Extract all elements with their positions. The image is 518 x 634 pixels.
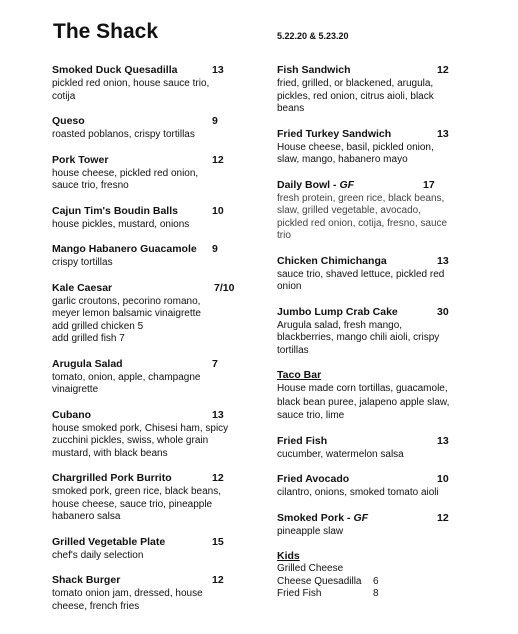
- menu-item-name: [52, 115, 85, 128]
- menu-item-name: [277, 512, 368, 525]
- menu-item-name-text: Queso: [52, 115, 85, 127]
- menu-item-price: 15: [212, 535, 224, 548]
- menu-item-name: [52, 472, 172, 485]
- menu-item: [277, 128, 467, 167]
- menu-item: [277, 255, 467, 294]
- kids-menu-item: [277, 588, 467, 601]
- menu-item-description: vinaigrette: [52, 384, 99, 395]
- menu-item-description: meyer lemon balsamic vinaigrette: [52, 308, 201, 319]
- menu-item-name-text: Pork Tower: [52, 153, 109, 166]
- taco-bar-description: sauce trio, lime: [277, 410, 345, 421]
- menu-item-description: tomato, onion, apple, champagne: [52, 371, 201, 383]
- menu-item-name: [277, 179, 354, 192]
- menu-item-name: [277, 128, 391, 141]
- kids-section: [277, 550, 467, 601]
- menu-item: [52, 243, 242, 270]
- menu-item-description: fresh protein, green rice, black beans,: [277, 192, 445, 204]
- menu-item-name: [52, 409, 91, 422]
- menu-item-name: [52, 243, 197, 256]
- menu-item-name: [277, 306, 398, 319]
- menu-item-price: 13: [437, 127, 449, 140]
- kids-item-name: Fried Fish: [277, 588, 322, 599]
- menu-item-price: 13: [212, 64, 224, 76]
- menu-item-description: cotija: [52, 90, 76, 102]
- menu-item-name-text: Arugula Salad: [52, 357, 123, 370]
- menu-item: [52, 409, 242, 461]
- taco-bar-description: black bean puree, jalapeno apple slaw,: [277, 396, 450, 408]
- menu-item-description: sauce trio, shaved lettuce, pickled red: [277, 268, 445, 280]
- menu-item-description: zucchini pickles, swiss, whole grain: [52, 435, 209, 446]
- menu-item-name-text: Smoked Duck Quesadilla: [52, 64, 178, 76]
- menu-item-description: cucumber, watermelon salsa: [277, 448, 404, 460]
- menu-item-description: onion: [277, 281, 302, 292]
- menu-item-price: 12: [212, 574, 224, 586]
- menu-item: [277, 179, 467, 243]
- menu-item: [52, 472, 242, 524]
- menu-item: [277, 306, 467, 358]
- menu-item-name: [52, 536, 165, 549]
- menu-item-price: 10: [212, 204, 224, 217]
- menu-item-header: [52, 154, 242, 167]
- menu-item-description: house pickles, mustard, onions: [52, 218, 190, 230]
- kids-menu-item: [277, 576, 467, 589]
- menu-item: [277, 64, 467, 116]
- menu-item-header: [52, 205, 242, 218]
- menu-item-name: [52, 205, 178, 218]
- menu-item-description: fried, grilled, or blackened, arugula,: [277, 78, 434, 89]
- menu-item-header: [52, 574, 242, 587]
- menu-item-price: 30: [437, 305, 449, 318]
- menu-item-price: 12: [212, 472, 224, 484]
- menu-item: [52, 154, 242, 193]
- menu-item-name: [52, 64, 177, 77]
- menu-item-description: cilantro, onions, smoked tomato aioli: [277, 487, 439, 498]
- menu-item-description: cheese, french fries: [52, 600, 140, 612]
- menu-item: [52, 358, 242, 397]
- kids-item-name: Grilled Cheese: [277, 563, 344, 574]
- menu-item-header: [277, 64, 467, 77]
- menu-item-price: 12: [437, 511, 449, 524]
- menu-item-name-text: Cubano: [52, 408, 92, 421]
- taco-bar-section: [277, 369, 467, 423]
- gluten-free-tag: GF: [339, 178, 355, 191]
- menu-item-description: tomato onion jam, dressed, house: [52, 588, 203, 599]
- menu-item-description: House cheese, basil, pickled onion,: [277, 141, 434, 153]
- menu-item-price: 7: [212, 357, 218, 370]
- menu-item-name: [52, 358, 123, 371]
- menu-item-description: tortillas: [277, 344, 309, 356]
- menu-item-header: [277, 179, 467, 192]
- kids-title: Kids: [277, 550, 300, 562]
- menu-item-price: 9: [212, 115, 218, 127]
- kids-item-price: 8: [373, 588, 379, 599]
- menu-item-description: house smoked pork, Chisesi ham, spicy: [52, 422, 229, 434]
- menu-item-name: [277, 473, 349, 486]
- menu-item: [52, 115, 242, 142]
- menu-item-header: [52, 472, 242, 485]
- menu-item-description: pickled red onion, cotija, fresno, sauce: [277, 217, 448, 229]
- menu-item-name-text: Chicken Chimichanga: [277, 254, 387, 267]
- menu-item-header: [52, 282, 242, 295]
- menu-item: [52, 205, 242, 232]
- menu-item-header: [277, 255, 467, 268]
- menu-item: [52, 64, 242, 103]
- menu-item-price: 7/10: [214, 281, 235, 294]
- menu-item-header: [52, 64, 242, 77]
- menu-item-name-text: Grilled Vegetable Plate: [52, 535, 166, 548]
- kids-menu-item: [277, 563, 467, 576]
- menu-item-description: crispy tortillas: [52, 257, 113, 268]
- menu-item-header: [52, 409, 242, 422]
- menu-item-description: chef's daily selection: [52, 549, 144, 561]
- menu-item-name-text: Jumbo Lump Crab Cake: [277, 305, 398, 318]
- menu-date: 5.22.20 & 5.23.20: [277, 31, 349, 41]
- kids-item-name: Cheese Quesadilla: [277, 575, 362, 587]
- menu-item-price: 10: [437, 473, 449, 485]
- menu-item-description: pickled red onion, house sauce trio,: [52, 78, 210, 89]
- menu-item-price: 12: [437, 64, 449, 76]
- menu-item-price: 13: [437, 254, 449, 267]
- menu-item: [52, 536, 242, 563]
- menu-item-name: [277, 255, 387, 268]
- menu-title: The Shack: [53, 20, 159, 43]
- taco-bar-description: House made corn tortillas, guacamole,: [277, 383, 448, 394]
- menu-item-description: add grilled chicken 5: [52, 320, 144, 332]
- menu-item-description: habanero salsa: [52, 511, 121, 522]
- left-column: [52, 52, 242, 613]
- menu-item-description: smoked pork, green rice, black beans,: [52, 486, 221, 497]
- menu-item-header: [52, 115, 242, 128]
- menu-item-name-text: Fish Sandwich: [277, 64, 351, 76]
- menu-item-name-text: Fried Turkey Sandwich: [277, 127, 392, 140]
- menu-item-header: [52, 536, 242, 549]
- menu-item-description: slaw, grilled vegetable, avocado,: [277, 205, 421, 216]
- menu-item-description: garlic croutons, pecorino romano,: [52, 295, 201, 307]
- menu-item-price: 12: [212, 153, 224, 166]
- menu-item-name-text: Shack Burger: [52, 574, 121, 586]
- menu-item-name-text: Fried Avocado: [277, 473, 350, 485]
- menu-item-name-text: Mango Habanero Guacamole: [52, 243, 197, 255]
- menu-item: [277, 473, 467, 500]
- menu-item-name-text: Smoked Pork -: [277, 511, 354, 524]
- menu-item-description: pineapple slaw: [277, 525, 344, 537]
- taco-bar-title: Taco Bar: [277, 369, 322, 381]
- menu-item-description: Arugula salad, fresh mango,: [277, 319, 403, 331]
- menu-item: [52, 282, 242, 346]
- right-column: [277, 52, 467, 601]
- menu-item-price: 13: [212, 408, 224, 421]
- menu-item-name-text: Cajun Tim's Boudin Balls: [52, 204, 178, 217]
- menu-item-description: add grilled fish 7: [52, 333, 125, 344]
- menu-item-header: [277, 128, 467, 141]
- menu-item-name: [277, 435, 327, 448]
- menu-item-header: [52, 358, 242, 371]
- menu-item-description: slaw, mango, habanero mayo: [277, 154, 408, 165]
- menu-item-name: [52, 574, 120, 587]
- menu-item-name: [52, 282, 112, 295]
- kids-item-price: 6: [373, 575, 379, 587]
- menu-item-name-text: Fried Fish: [277, 434, 328, 447]
- menu-item-description: house cheese, pickled red onion,: [52, 167, 199, 179]
- menu-item-description: pickles, red onion, citrus aioli, black: [277, 90, 434, 102]
- menu-item-price: 13: [437, 434, 449, 447]
- menu-item-header: [277, 435, 467, 448]
- menu-item-header: [277, 512, 467, 525]
- menu-item-description: sauce trio, fresno: [52, 180, 129, 191]
- menu-item-name-text: Kale Caesar: [52, 281, 113, 294]
- menu-item-description: mustard, with black beans: [52, 447, 168, 459]
- menu-item: [52, 574, 242, 613]
- menu-item-header: [277, 306, 467, 319]
- menu-item-name-text: Daily Bowl -: [277, 178, 340, 191]
- gluten-free-tag: GF: [353, 511, 369, 524]
- menu-item-description: blackberries, mango chili aioli, crispy: [277, 332, 440, 343]
- menu-item: [277, 512, 467, 539]
- menu-item-header: [277, 473, 467, 486]
- menu-item-header: [52, 243, 242, 256]
- menu-item-name-text: Chargrilled Pork Burrito: [52, 472, 172, 484]
- menu-item-description: trio: [277, 230, 291, 241]
- menu-item-name: [52, 154, 108, 167]
- menu-item-description: house cheese, sauce trio, pineapple: [52, 498, 213, 510]
- menu-item: [277, 435, 467, 462]
- menu-item-description: roasted poblanos, crispy tortillas: [52, 129, 195, 140]
- menu-item-price: 9: [212, 243, 218, 255]
- menu-item-description: beans: [277, 103, 305, 114]
- menu-item-name: [277, 64, 351, 77]
- menu-item-price: 17: [423, 178, 435, 191]
